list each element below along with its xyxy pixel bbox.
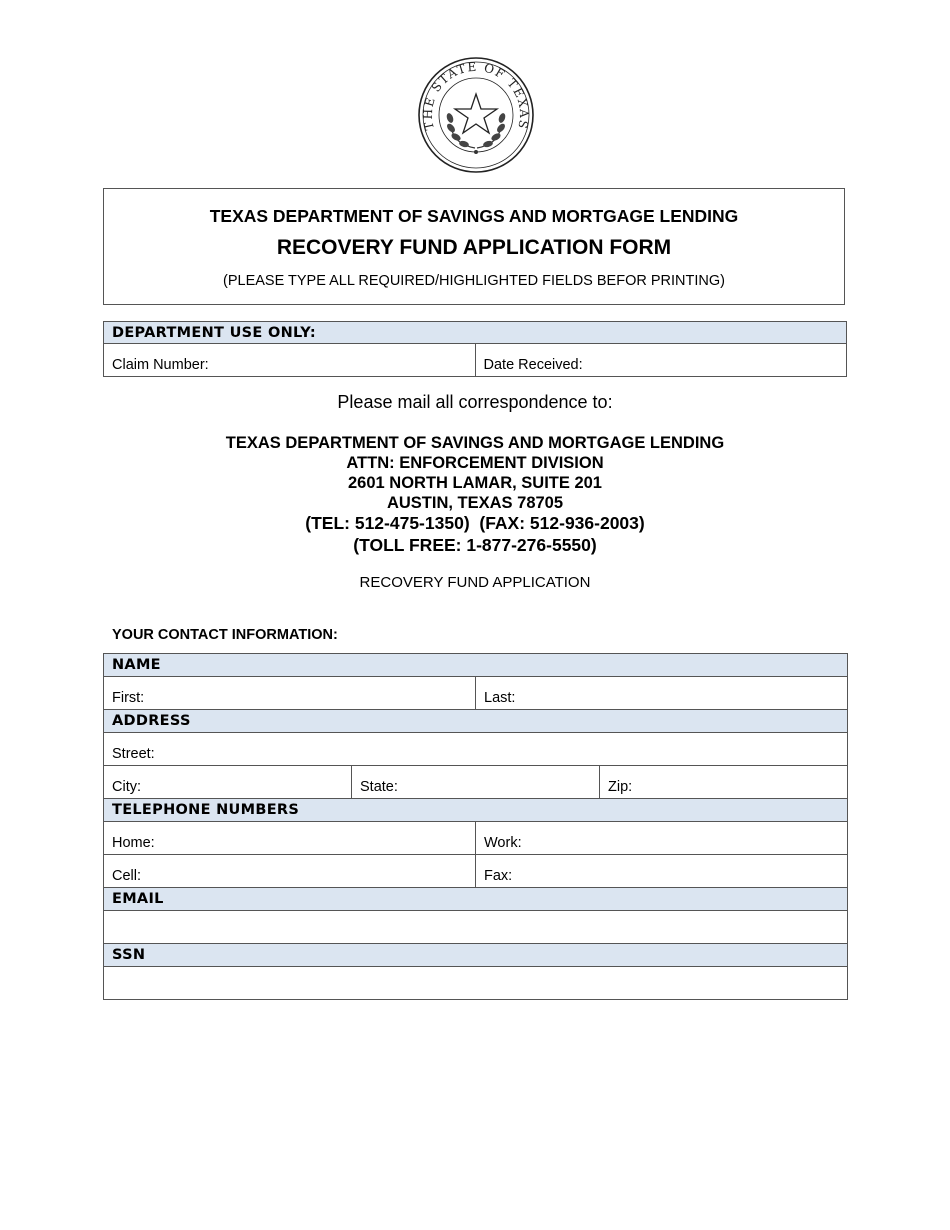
department-use-heading: DEPARTMENT USE ONLY: [104, 322, 847, 344]
zip-label: Zip: [608, 779, 633, 795]
cell-phone-field[interactable] [104, 855, 476, 888]
street-field[interactable] [104, 733, 848, 766]
date-received-label: Date Received: [483, 357, 583, 373]
department-use-table [103, 321, 847, 377]
fax-field[interactable] [476, 855, 848, 888]
date-received-field[interactable] [475, 344, 847, 377]
email-section-heading: EMAIL [104, 888, 848, 911]
city-label: City: [112, 779, 141, 795]
first-name-label: First: [112, 690, 145, 706]
address-street: 2601 NORTH LAMAR, SUITE 201 [348, 474, 602, 492]
mailing-address [0, 433, 950, 556]
street-label: Street: [112, 746, 155, 762]
name-section-heading: NAME [104, 654, 848, 677]
last-name-field[interactable] [476, 677, 848, 710]
form-title: RECOVERY FUND APPLICATION FORM [276, 236, 672, 259]
address-toll-free: (TOLL FREE: 1-877-276-5550) [353, 534, 597, 555]
mail-intro: Please mail all correspondence to: [337, 392, 613, 412]
address-agency: TEXAS DEPARTMENT OF SAVINGS AND MORTGAGE LENDING [225, 434, 725, 452]
contact-info-table [103, 653, 848, 1000]
work-phone-field[interactable] [476, 822, 848, 855]
first-name-field[interactable] [104, 677, 476, 710]
form-header [103, 188, 845, 305]
svg-text:THE STATE OF TEXAS: THE STATE OF TEXAS [420, 59, 532, 132]
telephone-section-heading: TELEPHONE NUMBERS [104, 799, 848, 822]
work-phone-label: Work: [484, 835, 522, 851]
zip-field[interactable] [600, 766, 848, 799]
state-label: State: [360, 779, 398, 795]
address-attn: ATTN: ENFORCEMENT DIVISION [346, 454, 604, 472]
last-name-label: Last: [484, 690, 516, 706]
email-field[interactable] [104, 911, 848, 944]
claim-number-label: Claim Number: [112, 357, 209, 373]
form-instructions: (PLEASE TYPE ALL REQUIRED/HIGHLIGHTED FIELDS BEFOR PRINTING) [223, 273, 725, 289]
contact-info-heading: YOUR CONTACT INFORMATION: [112, 627, 338, 643]
fax-label: Fax: [484, 868, 513, 884]
ssn-section-heading: SSN [104, 944, 848, 967]
home-phone-field[interactable] [104, 822, 476, 855]
address-section-heading: ADDRESS [104, 710, 848, 733]
address-phones: (TEL: 512-475-1350) (FAX: 512-936-2003) [305, 513, 645, 533]
address-city-state-zip: AUSTIN, TEXAS 78705 [386, 494, 564, 512]
state-field[interactable] [352, 766, 600, 799]
cell-phone-label: Cell: [112, 868, 142, 884]
home-phone-label: Home: [112, 835, 155, 851]
claim-number-field[interactable] [104, 344, 476, 377]
agency-name: TEXAS DEPARTMENT OF SAVINGS AND MORTGAGE LENDING [209, 206, 739, 226]
texas-state-seal [417, 56, 535, 174]
ssn-field[interactable] [104, 967, 848, 1000]
application-subtitle: RECOVERY FUND APPLICATION [359, 574, 591, 591]
city-field[interactable] [104, 766, 352, 799]
